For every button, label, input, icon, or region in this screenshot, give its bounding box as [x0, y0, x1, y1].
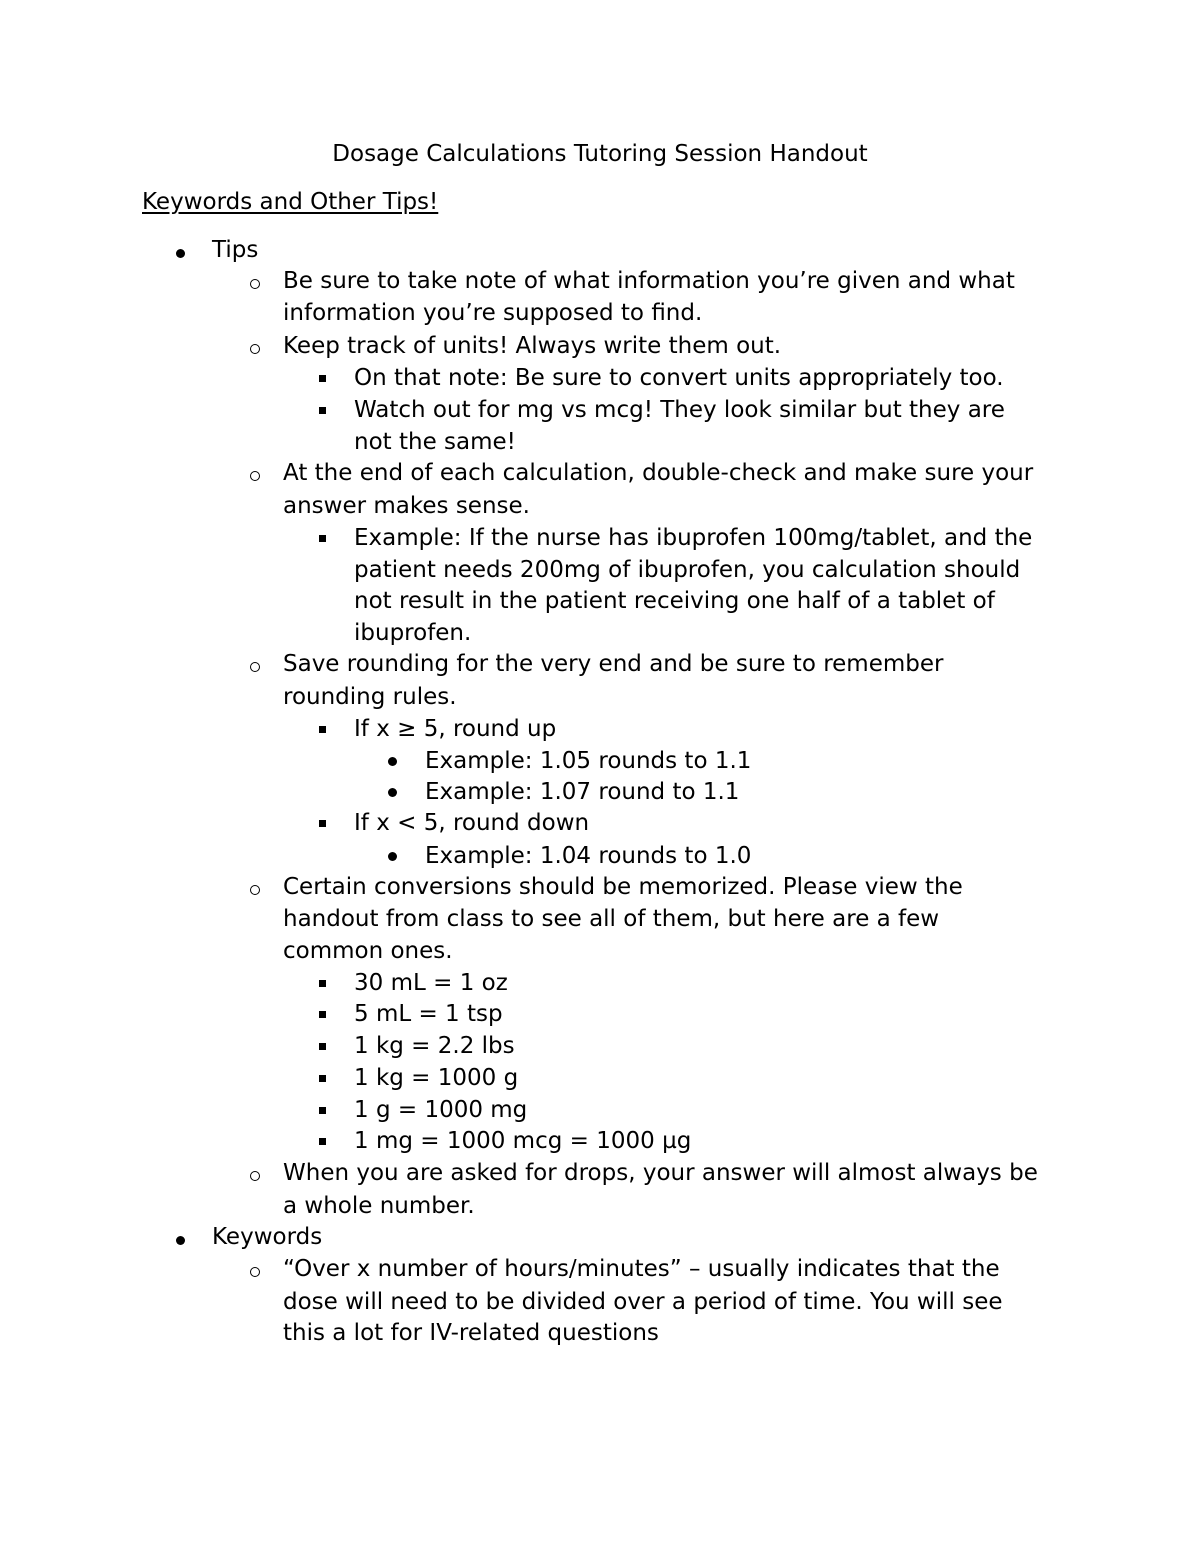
circle-bullet-icon — [250, 885, 260, 895]
square-bullet-icon — [319, 1075, 326, 1082]
list-item-text: ibuprofen. — [354, 620, 472, 646]
list-item-text: If x ≥ 5, round up — [354, 716, 557, 742]
list-item-text: dose will need to be divided over a period of time. You will see — [283, 1289, 1003, 1315]
conversion-item: 5 mL = 1 tsp — [354, 1001, 503, 1027]
list-item-text: At the end of each calculation, double-check and make sure your — [283, 460, 1034, 486]
conversion-item: 1 kg = 2.2 lbs — [354, 1033, 515, 1059]
disc-bullet-icon — [388, 757, 397, 766]
list-item-text: Example: 1.05 rounds to 1.1 — [425, 748, 752, 774]
list-item-text: Example: 1.07 round to 1.1 — [425, 779, 740, 805]
disc-bullet-icon — [388, 852, 397, 861]
square-bullet-icon — [319, 1107, 326, 1114]
square-bullet-icon — [319, 1043, 326, 1050]
square-bullet-icon — [319, 1011, 326, 1018]
list-item-text: common ones. — [283, 938, 453, 964]
square-bullet-icon — [319, 375, 326, 382]
list-item-text: handout from class to see all of them, but here are a few — [283, 906, 940, 932]
circle-bullet-icon — [250, 471, 260, 481]
disc-bullet-icon — [176, 1236, 185, 1245]
list-item-text: Keep track of units! Always write them out. — [283, 333, 782, 359]
list-item-text: a whole number. — [283, 1193, 475, 1219]
list-item-keywords: Keywords — [212, 1224, 323, 1250]
list-item-text: Certain conversions should be memorized. Please view the — [283, 874, 963, 900]
list-item-text: Example: 1.04 rounds to 1.0 — [425, 843, 752, 869]
conversion-item: 1 g = 1000 mg — [354, 1097, 528, 1123]
circle-bullet-icon — [250, 1267, 260, 1277]
list-item-text: When you are asked for drops, your answer will almost always be — [283, 1160, 1038, 1186]
square-bullet-icon — [319, 726, 326, 733]
circle-bullet-icon — [250, 1171, 260, 1181]
disc-bullet-icon — [388, 788, 397, 797]
list-item-text: not result in the patient receiving one half of a tablet of — [354, 588, 995, 614]
square-bullet-icon — [319, 1138, 326, 1145]
list-item-text: rounding rules. — [283, 684, 457, 710]
circle-bullet-icon — [250, 662, 260, 672]
square-bullet-icon — [319, 820, 326, 827]
conversion-item: 30 mL = 1 oz — [354, 970, 508, 996]
circle-bullet-icon — [250, 344, 260, 354]
list-item-text: information you’re supposed to find. — [283, 300, 703, 326]
list-item-text: Example: If the nurse has ibuprofen 100mg/tablet, and the — [354, 525, 1033, 551]
list-item-text: this a lot for IV-related questions — [283, 1320, 659, 1346]
square-bullet-icon — [319, 980, 326, 987]
list-item-text: On that note: Be sure to convert units appropriately too. — [354, 365, 1004, 391]
disc-bullet-icon — [176, 249, 185, 258]
conversion-item: 1 mg = 1000 mcg = 1000 µg — [354, 1128, 692, 1154]
list-item-text: answer makes sense. — [283, 493, 530, 519]
list-item-text: patient needs 200mg of ibuprofen, you calculation should — [354, 557, 1021, 583]
list-item-text: Watch out for mg vs mcg! They look similar but they are — [354, 397, 1005, 423]
list-item-tips: Tips — [212, 237, 259, 263]
list-item-text: “Over x number of hours/minutes” – usually indicates that the — [283, 1256, 1000, 1282]
list-item-text: Save rounding for the very end and be sure to remember — [283, 651, 944, 677]
list-item-text: If x < 5, round down — [354, 810, 590, 836]
square-bullet-icon — [319, 407, 326, 414]
list-item-text: Be sure to take note of what information you’re given and what — [283, 268, 1015, 294]
conversion-item: 1 kg = 1000 g — [354, 1065, 519, 1091]
page-title: Dosage Calculations Tutoring Session Handout — [332, 141, 868, 167]
square-bullet-icon — [319, 535, 326, 542]
list-item-text: not the same! — [354, 429, 516, 455]
section-heading: Keywords and Other Tips! — [142, 189, 439, 215]
circle-bullet-icon — [250, 279, 260, 289]
